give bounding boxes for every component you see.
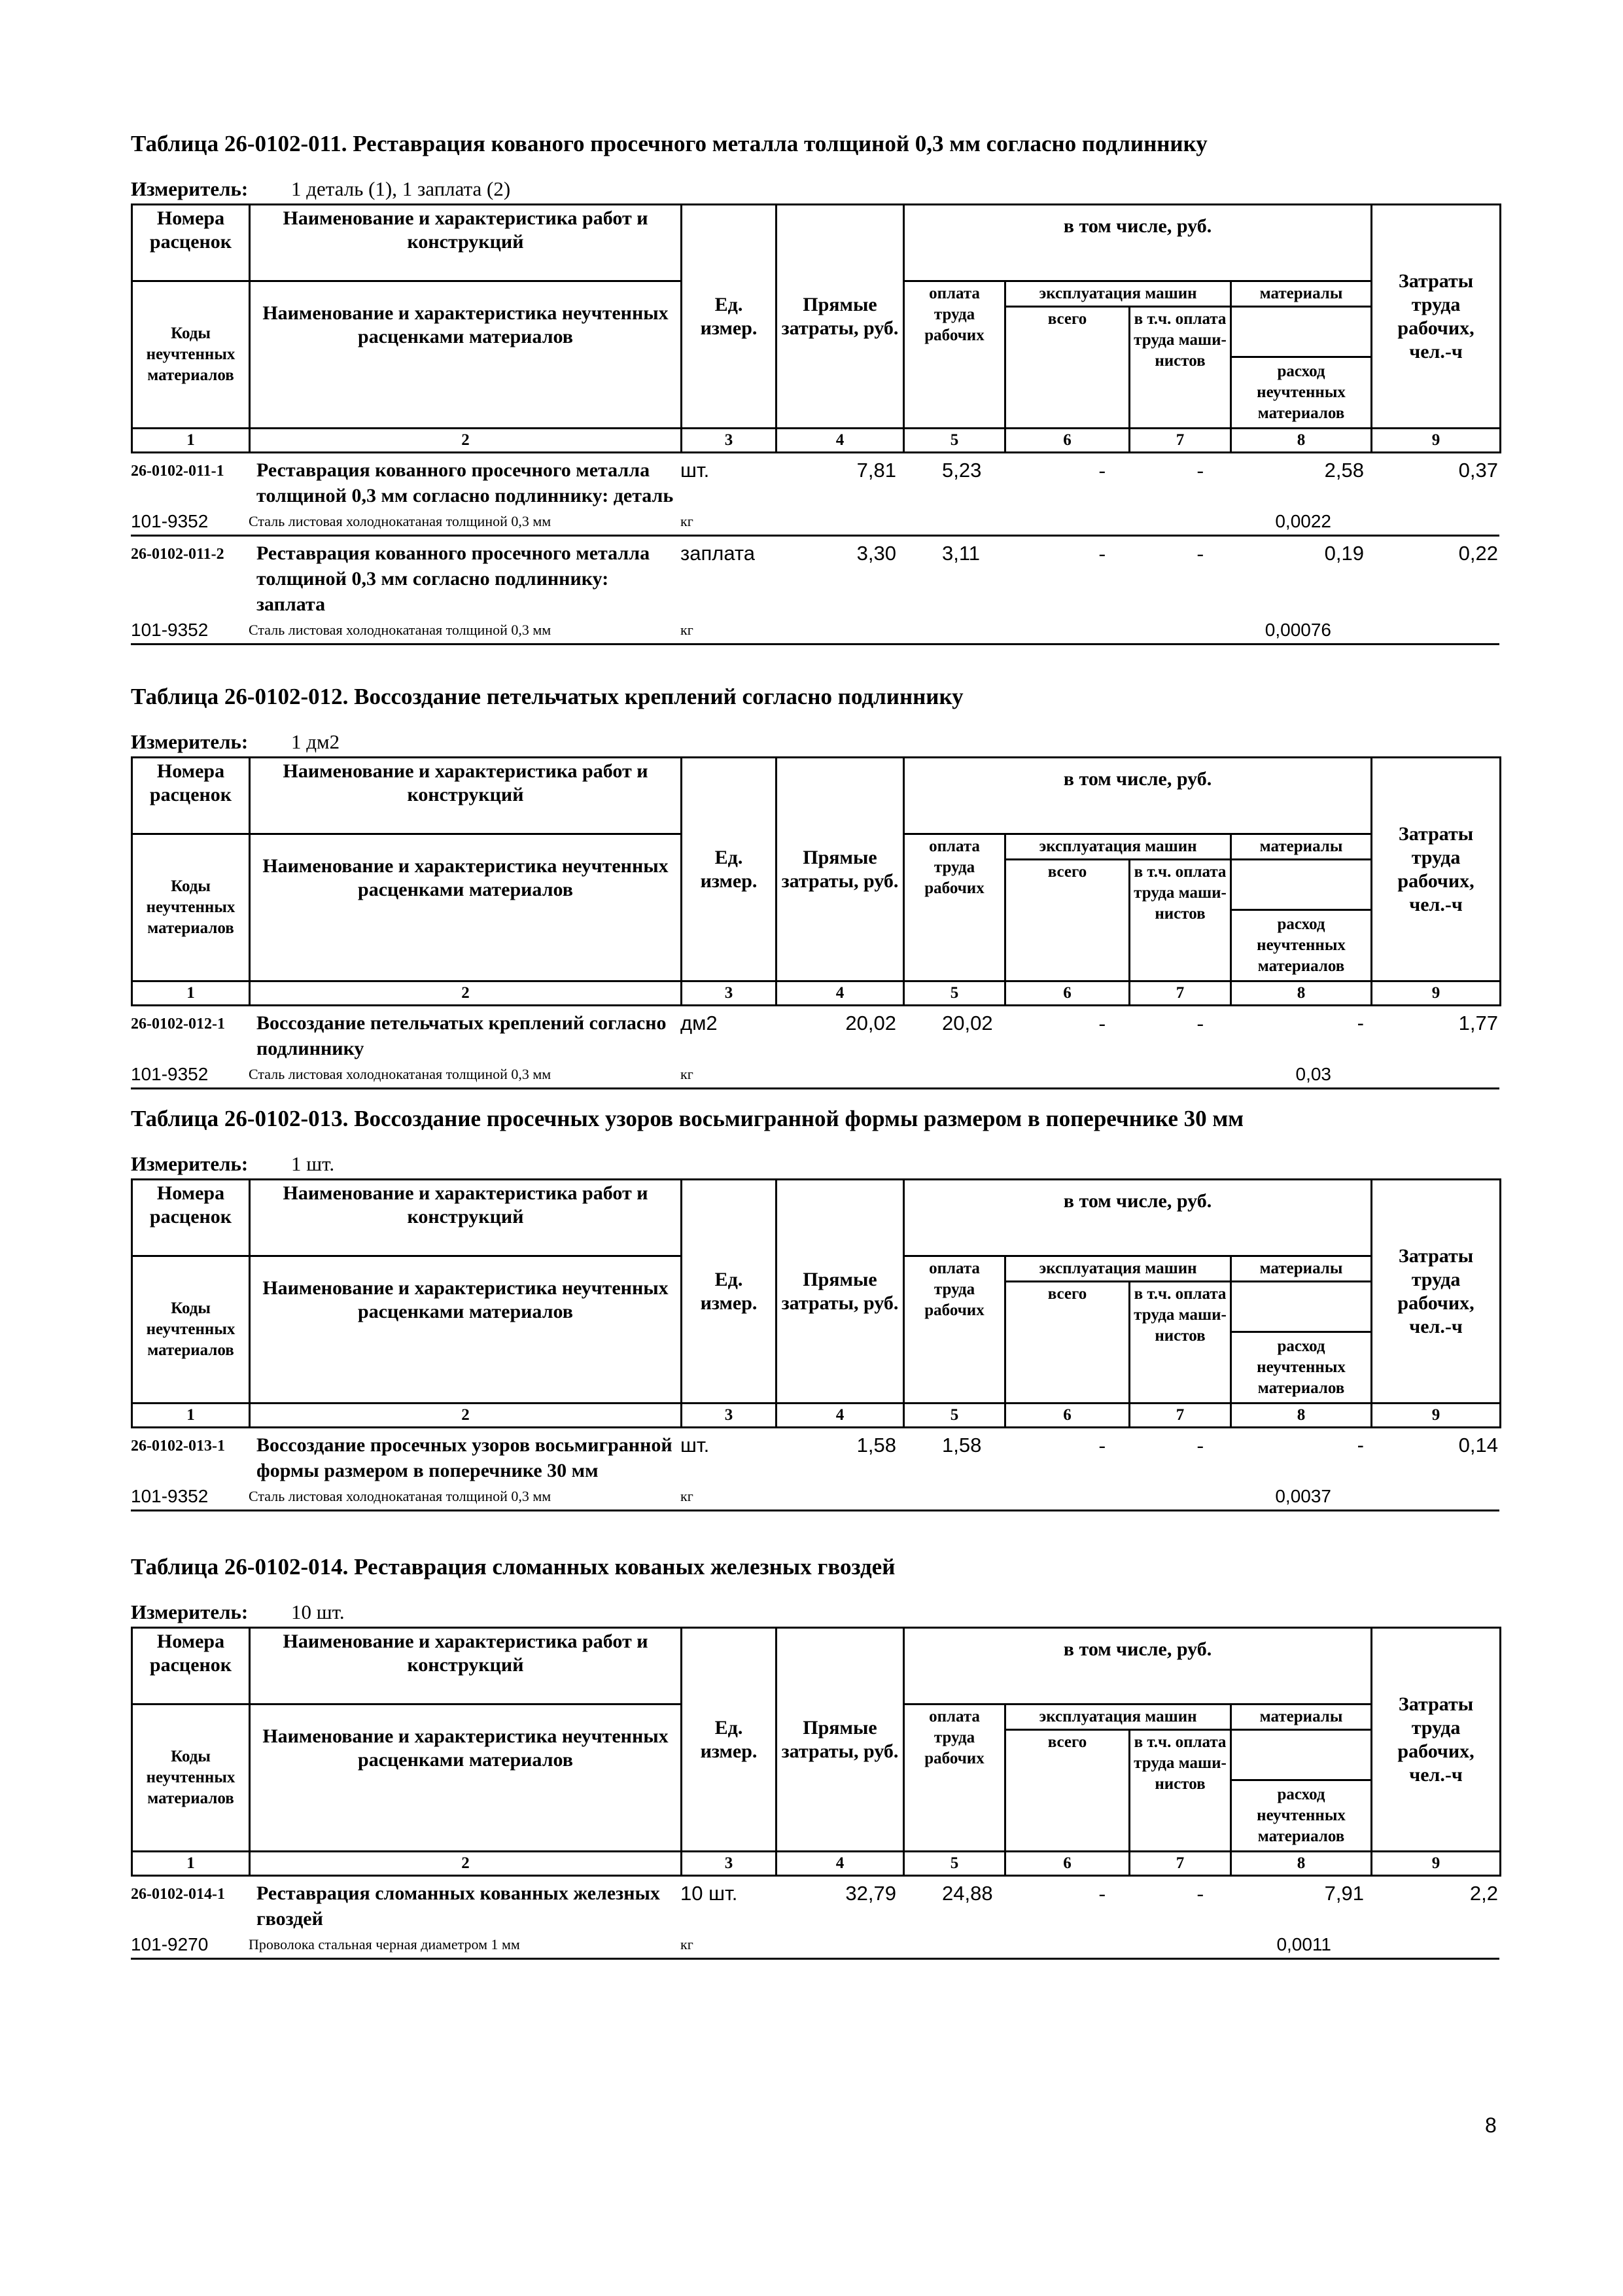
row-machinist-wages: -	[1196, 542, 1204, 565]
material-qty: 0,0011	[1276, 1934, 1331, 1954]
row-materials: 7,91	[1324, 1882, 1364, 1905]
header-materialy-blank	[1231, 307, 1372, 357]
row-materials: -	[1357, 1012, 1364, 1034]
measure-line	[131, 728, 1499, 756]
material-unit: кг	[680, 513, 693, 529]
material-code: 101-9352	[131, 511, 209, 531]
header-pryamye: Прямые затраты, руб.	[777, 758, 904, 981]
row-name: Воссоздание петельчатых креплений согласно подлиннику	[256, 1012, 667, 1059]
table-row	[131, 1881, 1499, 1932]
row-name: Воссоздание просечных узоров восьмигранной формы размером в поперечнике 30 мм	[256, 1434, 672, 1481]
column-number: 1	[132, 429, 250, 453]
column-number: 1	[132, 1852, 250, 1876]
header-vtch: в т.ч. оплата труда маши-нистов	[1130, 860, 1231, 981]
row-materials: 0,19	[1324, 542, 1364, 565]
header-ekspl: эксплуатация машин	[1005, 834, 1231, 860]
header-ed: Ед. измер.	[682, 1180, 777, 1404]
column-number: 8	[1231, 429, 1372, 453]
material-row	[131, 508, 1499, 537]
material-unit: кг	[680, 1066, 693, 1082]
table-row	[131, 1432, 1499, 1483]
header-naim-mat: Наименование и характеристика неучтенных расценками материалов	[250, 281, 682, 429]
material-unit: кг	[680, 622, 693, 638]
header-vsego: всего	[1005, 860, 1130, 981]
row-materials: -	[1357, 1434, 1364, 1457]
header-v-tom-chisle: в том числе, руб.	[904, 758, 1372, 834]
row-unit: 10 шт.	[680, 1882, 738, 1905]
column-number: 3	[682, 1852, 777, 1876]
header-kody: Коды неучтенных материалов	[132, 281, 250, 429]
measure-value: 1 дм2	[291, 730, 340, 753]
header-nomera: Номера расценок	[132, 1180, 250, 1256]
header-naim-mat: Наименование и характеристика неучтенных расценками материалов	[250, 1704, 682, 1852]
row-wages: 3,11	[942, 542, 981, 565]
header-kody: Коды неучтенных материалов	[132, 1704, 250, 1852]
header-kody: Коды неучтенных материалов	[132, 1256, 250, 1404]
column-number: 3	[682, 981, 777, 1006]
column-number: 7	[1130, 981, 1231, 1006]
header-rashod: расход неучтенных материалов	[1231, 357, 1372, 429]
header-vsego: всего	[1005, 1730, 1130, 1852]
column-number: 4	[777, 1852, 904, 1876]
header-pryamye: Прямые затраты, руб.	[777, 1628, 904, 1852]
header-materialy: материалы	[1231, 1704, 1372, 1730]
header-zatraty: Затраты труда рабочих, чел.-ч	[1372, 1180, 1501, 1404]
table-row	[131, 1010, 1499, 1061]
material-code: 101-9352	[131, 620, 209, 640]
measure-label: Измеритель:	[131, 1600, 249, 1623]
header-vsego: всего	[1005, 307, 1130, 429]
header-nomera: Номера расценок	[132, 205, 250, 281]
row-machines-total: -	[1098, 459, 1106, 482]
column-number: 2	[250, 429, 682, 453]
material-name: Сталь листовая холоднокатаная толщиной 0,3 мм	[249, 622, 551, 638]
header-oplata: оплата труда рабочих	[904, 834, 1005, 981]
material-row	[131, 617, 1499, 645]
header-ed: Ед. измер.	[682, 758, 777, 981]
row-machinist-wages: -	[1196, 1434, 1204, 1457]
column-number: 2	[250, 1852, 682, 1876]
header-vsego: всего	[1005, 1282, 1130, 1404]
material-code: 101-9352	[131, 1486, 209, 1506]
header-materialy: материалы	[1231, 834, 1372, 860]
column-number: 7	[1130, 1404, 1231, 1428]
header-materialy-blank	[1231, 1282, 1372, 1332]
header-v-tom-chisle: в том числе, руб.	[904, 205, 1372, 281]
header-materialy: материалы	[1231, 281, 1372, 307]
table-header	[131, 1627, 1501, 1877]
header-ekspl: эксплуатация машин	[1005, 281, 1231, 307]
column-number: 5	[904, 429, 1005, 453]
row-code: 26-0102-012-1	[131, 1016, 225, 1033]
row-labor-hours: 2,2	[1469, 1882, 1498, 1905]
header-naim-rabot: Наименование и характеристика работ и конструкций	[250, 1628, 682, 1704]
header-vtch: в т.ч. оплата труда маши-нистов	[1130, 307, 1231, 429]
header-nomera: Номера расценок	[132, 1628, 250, 1704]
material-qty: 0,0022	[1275, 511, 1331, 531]
column-number: 8	[1231, 981, 1372, 1006]
measure-label: Измеритель:	[131, 177, 249, 200]
header-zatraty: Затраты труда рабочих, чел.-ч	[1372, 205, 1501, 429]
column-number: 5	[904, 1404, 1005, 1428]
row-wages: 5,23	[942, 459, 982, 482]
header-materialy: материалы	[1231, 1256, 1372, 1282]
material-name: Сталь листовая холоднокатаная толщиной 0,3 мм	[249, 1488, 551, 1504]
column-number: 4	[777, 981, 904, 1006]
header-v-tom-chisle: в том числе, руб.	[904, 1628, 1372, 1704]
column-number: 8	[1231, 1852, 1372, 1876]
material-code: 101-9270	[131, 1934, 209, 1954]
column-number: 1	[132, 1404, 250, 1428]
material-name: Сталь листовая холоднокатаная толщиной 0,3 мм	[249, 513, 551, 529]
header-oplata: оплата труда рабочих	[904, 281, 1005, 429]
measure-value: 10 шт.	[291, 1600, 345, 1623]
row-machines-total: -	[1098, 1434, 1106, 1457]
header-materialy-blank	[1231, 1730, 1372, 1780]
header-zatraty: Затраты труда рабочих, чел.-ч	[1372, 1628, 1501, 1852]
header-rashod: расход неучтенных материалов	[1231, 1332, 1372, 1404]
column-number: 6	[1005, 1404, 1130, 1428]
table-header	[131, 1178, 1501, 1428]
measure-line	[131, 175, 1499, 203]
column-number: 4	[777, 1404, 904, 1428]
column-number: 2	[250, 981, 682, 1006]
material-row	[131, 1483, 1499, 1511]
material-row	[131, 1061, 1499, 1089]
header-ed: Ед. измер.	[682, 1628, 777, 1852]
norm-table	[131, 680, 1499, 1089]
table-row	[131, 457, 1499, 508]
header-oplata: оплата труда рабочих	[904, 1256, 1005, 1404]
header-v-tom-chisle: в том числе, руб.	[904, 1180, 1372, 1256]
row-machinist-wages: -	[1196, 1012, 1204, 1034]
header-ekspl: эксплуатация машин	[1005, 1256, 1231, 1282]
material-unit: кг	[680, 1936, 693, 1952]
row-unit: заплата	[680, 542, 755, 565]
table-title: Таблица 26-0102-011. Реставрация кованого просечного металла толщиной 0,3 мм согласно подлиннику	[131, 131, 1208, 156]
header-naim-mat: Наименование и характеристика неучтенных расценками материалов	[250, 834, 682, 981]
header-vtch: в т.ч. оплата труда маши-нистов	[1130, 1282, 1231, 1404]
row-machines-total: -	[1098, 542, 1106, 565]
row-labor-hours: 0,22	[1458, 542, 1498, 565]
column-number: 8	[1231, 1404, 1372, 1428]
row-machinist-wages: -	[1196, 1882, 1204, 1905]
row-materials: 2,58	[1324, 459, 1364, 482]
row-wages: 24,88	[942, 1882, 993, 1905]
material-name: Сталь листовая холоднокатаная толщиной 0,3 мм	[249, 1066, 551, 1082]
measure-label: Измеритель:	[131, 730, 249, 753]
column-number: 2	[250, 1404, 682, 1428]
row-name: Реставрация кованного просечного металла толщиной 0,3 мм согласно подлиннику: деталь	[256, 459, 674, 506]
norm-table	[131, 1551, 1499, 1960]
material-qty: 0,03	[1295, 1064, 1331, 1084]
measure-line	[131, 1598, 1499, 1627]
column-number: 6	[1005, 981, 1130, 1006]
row-code: 26-0102-013-1	[131, 1438, 225, 1455]
column-number: 1	[132, 981, 250, 1006]
column-number: 5	[904, 981, 1005, 1006]
row-name: Реставрация кованного просечного металла толщиной 0,3 мм согласно подлиннику: заплата	[256, 542, 650, 615]
material-row	[131, 1932, 1499, 1960]
row-direct-costs: 3,30	[856, 542, 896, 565]
row-unit: шт.	[680, 459, 710, 482]
row-code: 26-0102-014-1	[131, 1886, 225, 1903]
measure-line	[131, 1150, 1499, 1178]
row-labor-hours: 0,37	[1458, 459, 1498, 482]
material-name: Проволока стальная черная диаметром 1 мм	[249, 1936, 520, 1952]
material-unit: кг	[680, 1488, 693, 1504]
table-header	[131, 203, 1501, 453]
header-naim-mat: Наименование и характеристика неучтенных расценками материалов	[250, 1256, 682, 1404]
row-labor-hours: 1,77	[1458, 1012, 1498, 1034]
header-pryamye: Прямые затраты, руб.	[777, 205, 904, 429]
header-naim-rabot: Наименование и характеристика работ и конструкций	[250, 1180, 682, 1256]
material-qty: 0,0037	[1275, 1486, 1331, 1506]
row-direct-costs: 7,81	[856, 459, 896, 482]
material-qty: 0,00076	[1265, 620, 1331, 640]
norm-table	[131, 128, 1499, 645]
header-naim-rabot: Наименование и характеристика работ и конструкций	[250, 205, 682, 281]
row-labor-hours: 0,14	[1458, 1434, 1498, 1457]
header-vtch: в т.ч. оплата труда маши-нистов	[1130, 1730, 1231, 1852]
header-nomera: Номера расценок	[132, 758, 250, 834]
row-direct-costs: 32,79	[845, 1882, 896, 1905]
header-zatraty: Затраты труда рабочих, чел.-ч	[1372, 758, 1501, 981]
row-machines-total: -	[1098, 1012, 1106, 1034]
column-number: 9	[1372, 429, 1501, 453]
table-title: Таблица 26-0102-012. Воссоздание петельчатых креплений согласно подлиннику	[131, 684, 964, 709]
row-direct-costs: 1,58	[856, 1434, 896, 1457]
column-number: 7	[1130, 429, 1231, 453]
header-ed: Ед. измер.	[682, 205, 777, 429]
row-unit: шт.	[680, 1434, 710, 1457]
table-header	[131, 756, 1501, 1006]
table-row	[131, 540, 1499, 617]
table-title: Таблица 26-0102-013. Воссоздание просечных узоров восьмигранной формы размером в поперечнике 30 мм	[131, 1106, 1244, 1131]
column-number: 9	[1372, 1852, 1501, 1876]
row-code: 26-0102-011-2	[131, 546, 224, 563]
measure-value: 1 шт.	[291, 1152, 335, 1175]
row-direct-costs: 20,02	[845, 1012, 896, 1034]
header-kody: Коды неучтенных материалов	[132, 834, 250, 981]
column-number: 5	[904, 1852, 1005, 1876]
column-number: 6	[1005, 429, 1130, 453]
row-code: 26-0102-011-1	[131, 463, 224, 480]
row-wages: 20,02	[942, 1012, 993, 1034]
row-wages: 1,58	[942, 1434, 982, 1457]
column-number: 4	[777, 429, 904, 453]
header-rashod: расход неучтенных материалов	[1231, 910, 1372, 981]
column-number: 9	[1372, 981, 1501, 1006]
page-number: 8	[1485, 2113, 1497, 2137]
column-number: 3	[682, 429, 777, 453]
row-unit: дм2	[680, 1012, 718, 1034]
header-ekspl: эксплуатация машин	[1005, 1704, 1231, 1730]
column-number: 9	[1372, 1404, 1501, 1428]
norm-table	[131, 1103, 1499, 1511]
table-title: Таблица 26-0102-014. Реставрация сломанных кованых железных гвоздей	[131, 1554, 896, 1580]
header-materialy-blank	[1231, 860, 1372, 910]
row-machinist-wages: -	[1196, 459, 1204, 482]
header-pryamye: Прямые затраты, руб.	[777, 1180, 904, 1404]
header-oplata: оплата труда рабочих	[904, 1704, 1005, 1852]
header-naim-rabot: Наименование и характеристика работ и конструкций	[250, 758, 682, 834]
measure-value: 1 деталь (1), 1 заплата (2)	[291, 177, 511, 200]
row-machines-total: -	[1098, 1882, 1106, 1905]
header-rashod: расход неучтенных материалов	[1231, 1780, 1372, 1852]
column-number: 6	[1005, 1852, 1130, 1876]
row-name: Реставрация сломанных кованных железных гвоздей	[256, 1882, 660, 1930]
column-number: 3	[682, 1404, 777, 1428]
column-number: 7	[1130, 1852, 1231, 1876]
material-code: 101-9352	[131, 1064, 209, 1084]
measure-label: Измеритель:	[131, 1152, 249, 1175]
